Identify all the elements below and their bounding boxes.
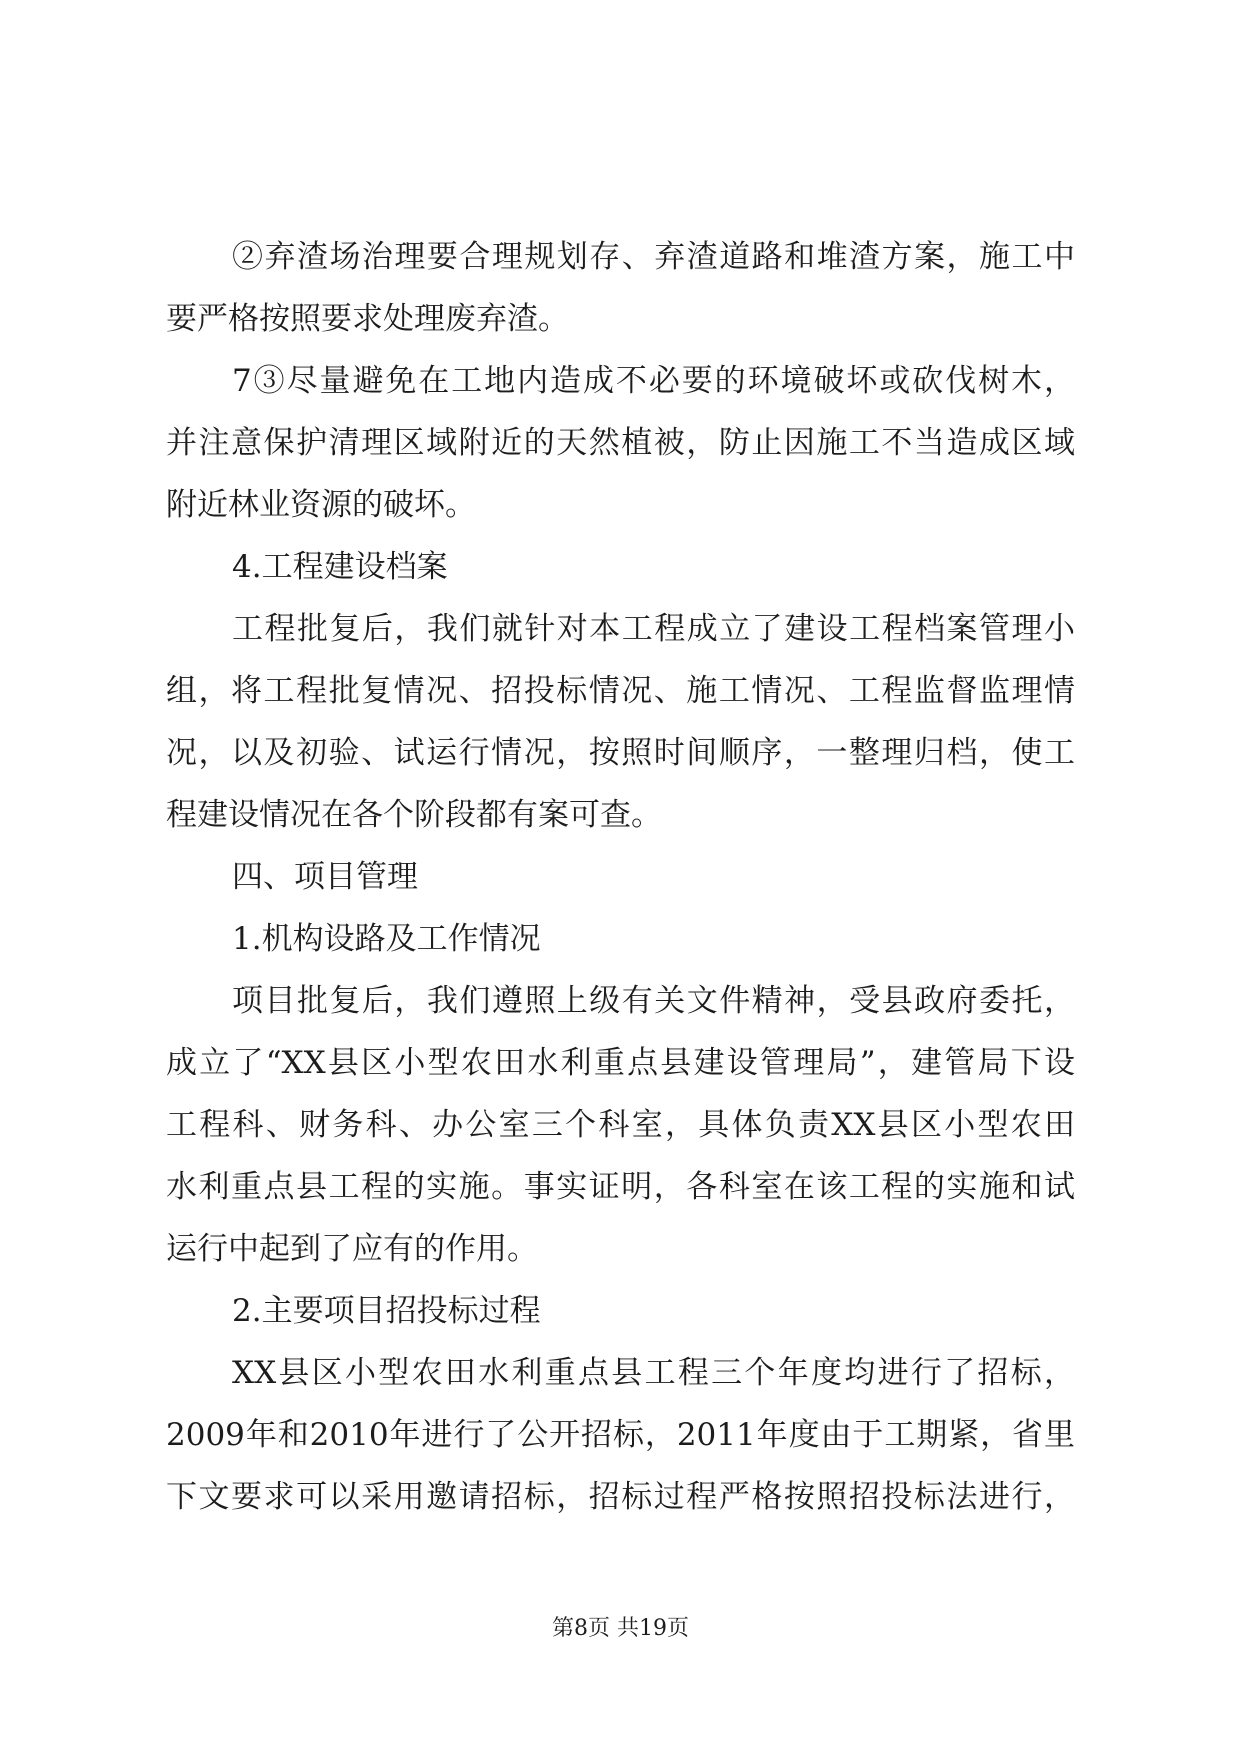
text-line: 工程科、财务科、办公室三个科室，具体负责XX县区小型农田 — [166, 1107, 1075, 1143]
text-line: XX县区小型农田水利重点县工程三个年度均进行了招标， — [232, 1355, 1075, 1391]
paragraph — [166, 970, 1075, 1280]
text-line: 下文要求可以采用邀请招标，招标过程严格按照招投标法进行， — [166, 1479, 1075, 1515]
text-line: 成立了“XX县区小型农田水利重点县建设管理局”，建管局下设 — [166, 1045, 1075, 1081]
text-line: 附近林业资源的破坏。 — [166, 487, 476, 523]
text-line: 况，以及初验、试运行情况，按照时间顺序，一整理归档，使工 — [166, 735, 1075, 771]
text-line: 7③尽量避免在工地内造成不必要的环境破坏或砍伐树木， — [232, 363, 1075, 399]
text-line: 4.工程建设档案 — [232, 549, 448, 585]
body-text — [166, 226, 1075, 1528]
text-line: 水利重点县工程的实施。事实证明，各科室在该工程的实施和试 — [166, 1169, 1075, 1205]
section-heading — [166, 536, 1075, 598]
text-line: 要严格按照要求处理废弃渣。 — [166, 301, 569, 337]
text-line: 四、项目管理 — [232, 859, 418, 895]
text-line: 并注意保护清理区域附近的天然植被，防止因施工不当造成区域 — [166, 425, 1075, 461]
paragraph — [166, 226, 1075, 350]
text-line: ②弃渣场治理要合理规划存、弃渣道路和堆渣方案，施工中 — [232, 239, 1075, 275]
paragraph — [166, 598, 1075, 846]
text-line: 运行中起到了应有的作用。 — [166, 1231, 538, 1267]
section-heading — [166, 908, 1075, 970]
section-heading — [166, 846, 1075, 908]
paragraph — [166, 1342, 1075, 1528]
text-line: 项目批复后，我们遵照上级有关文件精神，受县政府委托， — [232, 983, 1075, 1019]
text-line: 2.主要项目招投标过程 — [232, 1293, 541, 1329]
section-heading — [166, 1280, 1075, 1342]
page-footer: 第8页 共19页 — [552, 1616, 689, 1641]
text-line: 1.机构设路及工作情况 — [232, 921, 541, 957]
text-line: 程建设情况在各个阶段都有案可查。 — [166, 797, 662, 833]
text-line: 2009年和2010年进行了公开招标，2011年度由于工期紧，省里 — [166, 1417, 1075, 1453]
text-line: 工程批复后，我们就针对本工程成立了建设工程档案管理小 — [232, 611, 1075, 647]
paragraph — [166, 350, 1075, 536]
text-line: 组，将工程批复情况、招投标情况、施工情况、工程监督监理情 — [166, 673, 1075, 709]
